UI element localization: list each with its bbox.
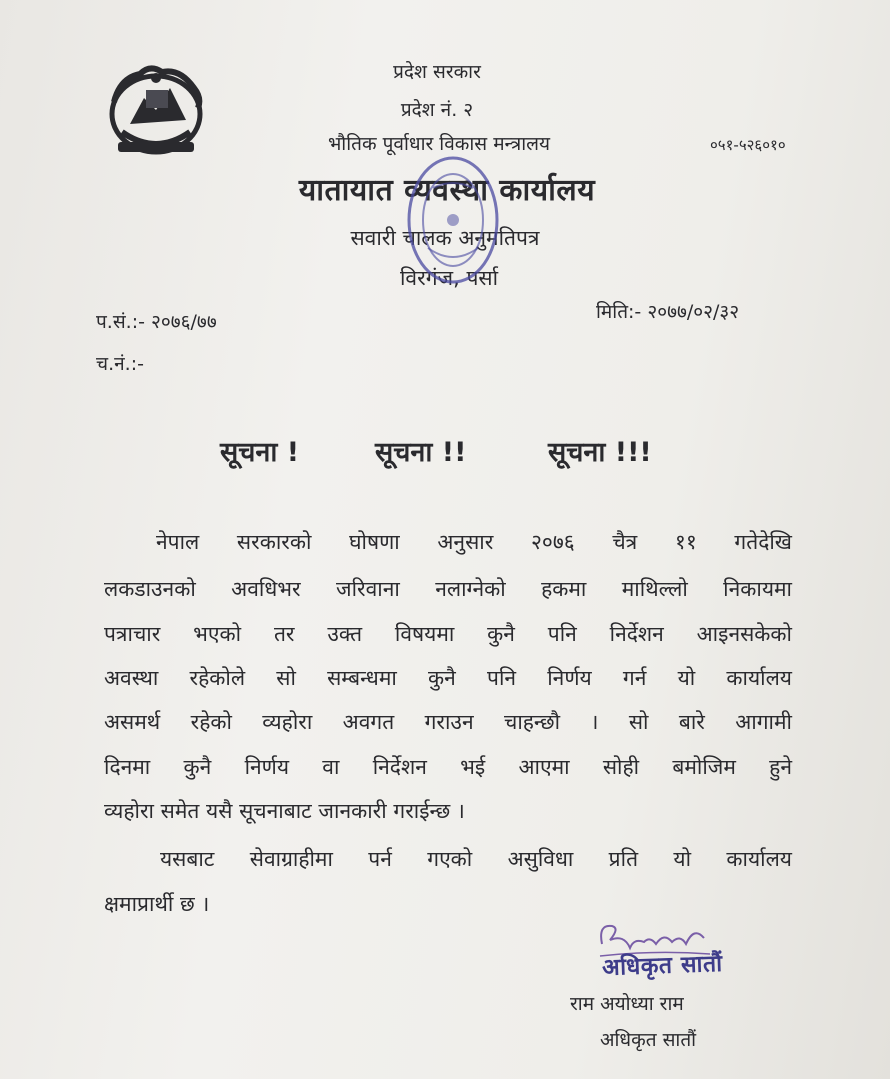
office-title: यातायात व्यवस्था कार्यालय bbox=[298, 173, 596, 208]
phone-number: ०५१-५२६०१० bbox=[710, 136, 786, 154]
body-line: व्यहोरा समेत यसै सूचनाबाट जानकारी गराईन्छ । bbox=[104, 799, 465, 823]
body-line: दिनमा कुनै निर्णय वा निर्देशन भई आएमा सोही बमोजिम हुने bbox=[104, 755, 792, 779]
header-section: सवारी चालक अनुमतिपत्र bbox=[350, 226, 540, 250]
body-line: पत्राचार भएको तर उक्त विषयमा कुनै पनि निर्देशन आइनसकेको bbox=[104, 622, 792, 646]
header-ministry: भौतिक पूर्वाधार विकास मन्त्रालय bbox=[327, 133, 551, 155]
body-line: लकडाउनको अवधिभर जरिवाना नलाग्नेको हकमा माथिल्लो निकायमा bbox=[104, 577, 792, 601]
body-line: क्षमाप्रार्थी छ । bbox=[104, 892, 210, 916]
dispatch-number: च.नं.:- bbox=[96, 353, 144, 375]
notice-title-1: सूचना ! bbox=[220, 437, 300, 468]
notice-title-3: सूचना !!! bbox=[548, 437, 652, 468]
signature-stamp: अधिकृत सातौं bbox=[601, 950, 724, 982]
notice-title-2: सूचना !! bbox=[375, 437, 467, 468]
header-province-government: प्रदेश सरकार bbox=[393, 61, 481, 83]
header-location: विरगंज, पर्सा bbox=[399, 266, 499, 290]
signatory-title: अधिकृत सातौं bbox=[600, 1029, 697, 1051]
body-line: नेपाल सरकारको घोषणा अनुसार २०७६ चैत्र ११ गतेदेखि bbox=[156, 530, 792, 554]
body-line: अवस्था रहेकोले सो सम्बन्धमा कुनै पनि निर्णय गर्न यो कार्यालय bbox=[104, 666, 792, 690]
reference-number: प.सं.:- २०७६/७७ bbox=[96, 311, 217, 333]
office-stamp-icon bbox=[398, 148, 508, 308]
header-province-number: प्रदेश नं. २ bbox=[400, 99, 474, 121]
signatory-name: राम अयोध्या राम bbox=[570, 993, 684, 1015]
body-line: असमर्थ रहेको व्यहोरा अवगत गराउन चाहन्छौ । सो बारे आगामी bbox=[104, 710, 792, 734]
letter-date: मिति:- २०७७/०२/३२ bbox=[596, 301, 740, 323]
body-line: यसबाट सेवाग्राहीमा पर्न गएको असुविधा प्रति यो कार्यालय bbox=[160, 847, 792, 871]
